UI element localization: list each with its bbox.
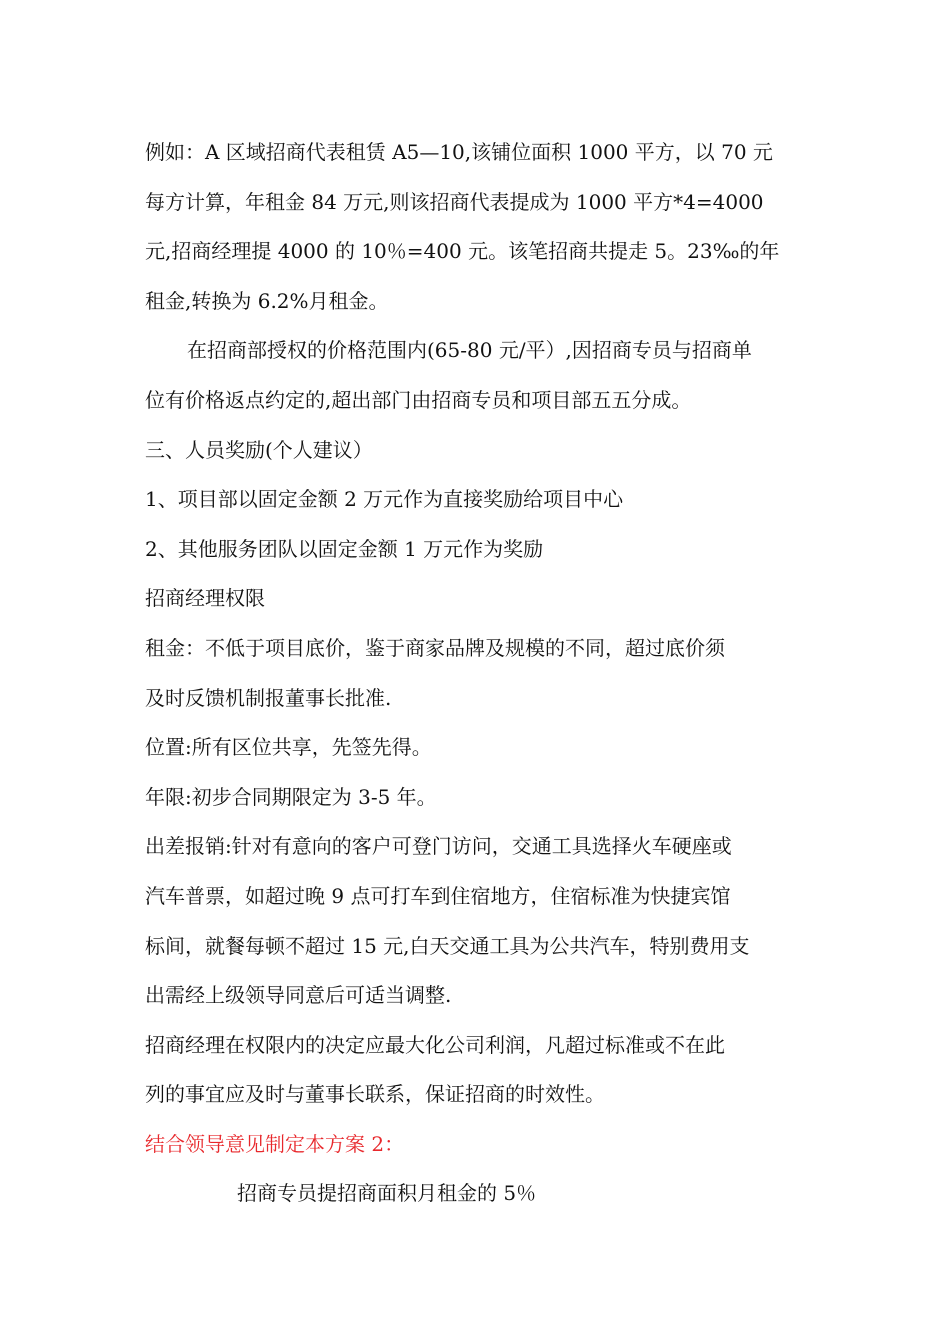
document-body — [145, 128, 813, 1219]
paragraph-rent-line-1: 租金：不低于项目底价，鉴于商家品牌及规模的不同，超过底价须 — [145, 635, 725, 660]
highlighted-plan-heading: 结合领导意见制定本方案 2： — [145, 1131, 405, 1156]
paragraph-location: 位置:所有区位共享，先签先得。 — [145, 735, 432, 760]
paragraph-term: 年限:初步合同期限定为 3-5 年。 — [145, 784, 437, 809]
paragraph-travel-line-2: 汽车普票，如超过晚 9 点可打车到住宿地方，住宿标准为快捷宾馆 — [145, 883, 731, 908]
paragraph-travel-line-1: 出差报销:针对有意向的客户可登门访问，交通工具选择火车硬座或 — [145, 834, 732, 859]
section-heading-manager-authority: 招商经理权限 — [145, 586, 265, 611]
paragraph-price-range-line-1: 在招商部授权的价格范围内(65-80 元/平）,因招商专员与招商单 — [187, 338, 752, 363]
reward-item-1: 1、项目部以固定金额 2 万元作为直接奖励给项目中心 — [145, 487, 624, 512]
paragraph-decision-line-1: 招商经理在权限内的决定应最大化公司利润，凡超过标准或不在此 — [145, 1032, 725, 1057]
paragraph-price-range-line-2: 位有价格返点约定的,超出部门由招商专员和项目部五五分成。 — [145, 387, 692, 412]
paragraph-travel-line-4: 出需经上级领导同意后可适当调整. — [145, 983, 452, 1008]
paragraph-rent-line-2: 及时反馈机制报董事长批准. — [145, 685, 392, 710]
section-heading-rewards: 三、人员奖励(个人建议） — [145, 437, 373, 462]
paragraph-travel-line-3: 标间，就餐每顿不超过 15 元,白天交通工具为公共汽车，特别费用支 — [145, 933, 750, 958]
reward-item-2: 2、其他服务团队以固定金额 1 万元作为奖励 — [145, 536, 544, 561]
paragraph-example-line-2: 每方计算，年租金 84 万元,则该招商代表提成为 1000 平方*4=4000 — [145, 189, 764, 214]
paragraph-commission: 招商专员提招商面积月租金的 5％ — [237, 1181, 537, 1206]
paragraph-example-line-3: 元,招商经理提 4000 的 10％=400 元。该笔招商共提走 5。23‰的年 — [145, 239, 780, 264]
paragraph-example-line-1: 例如：A 区域招商代表租赁 A5—10,该铺位面积 1000 平方，以 70 元 — [145, 140, 773, 164]
paragraph-decision-line-2: 列的事宜应及时与董事长联系，保证招商的时效性。 — [145, 1082, 605, 1107]
paragraph-example-line-4: 租金,转换为 6.2%月租金。 — [145, 288, 389, 313]
